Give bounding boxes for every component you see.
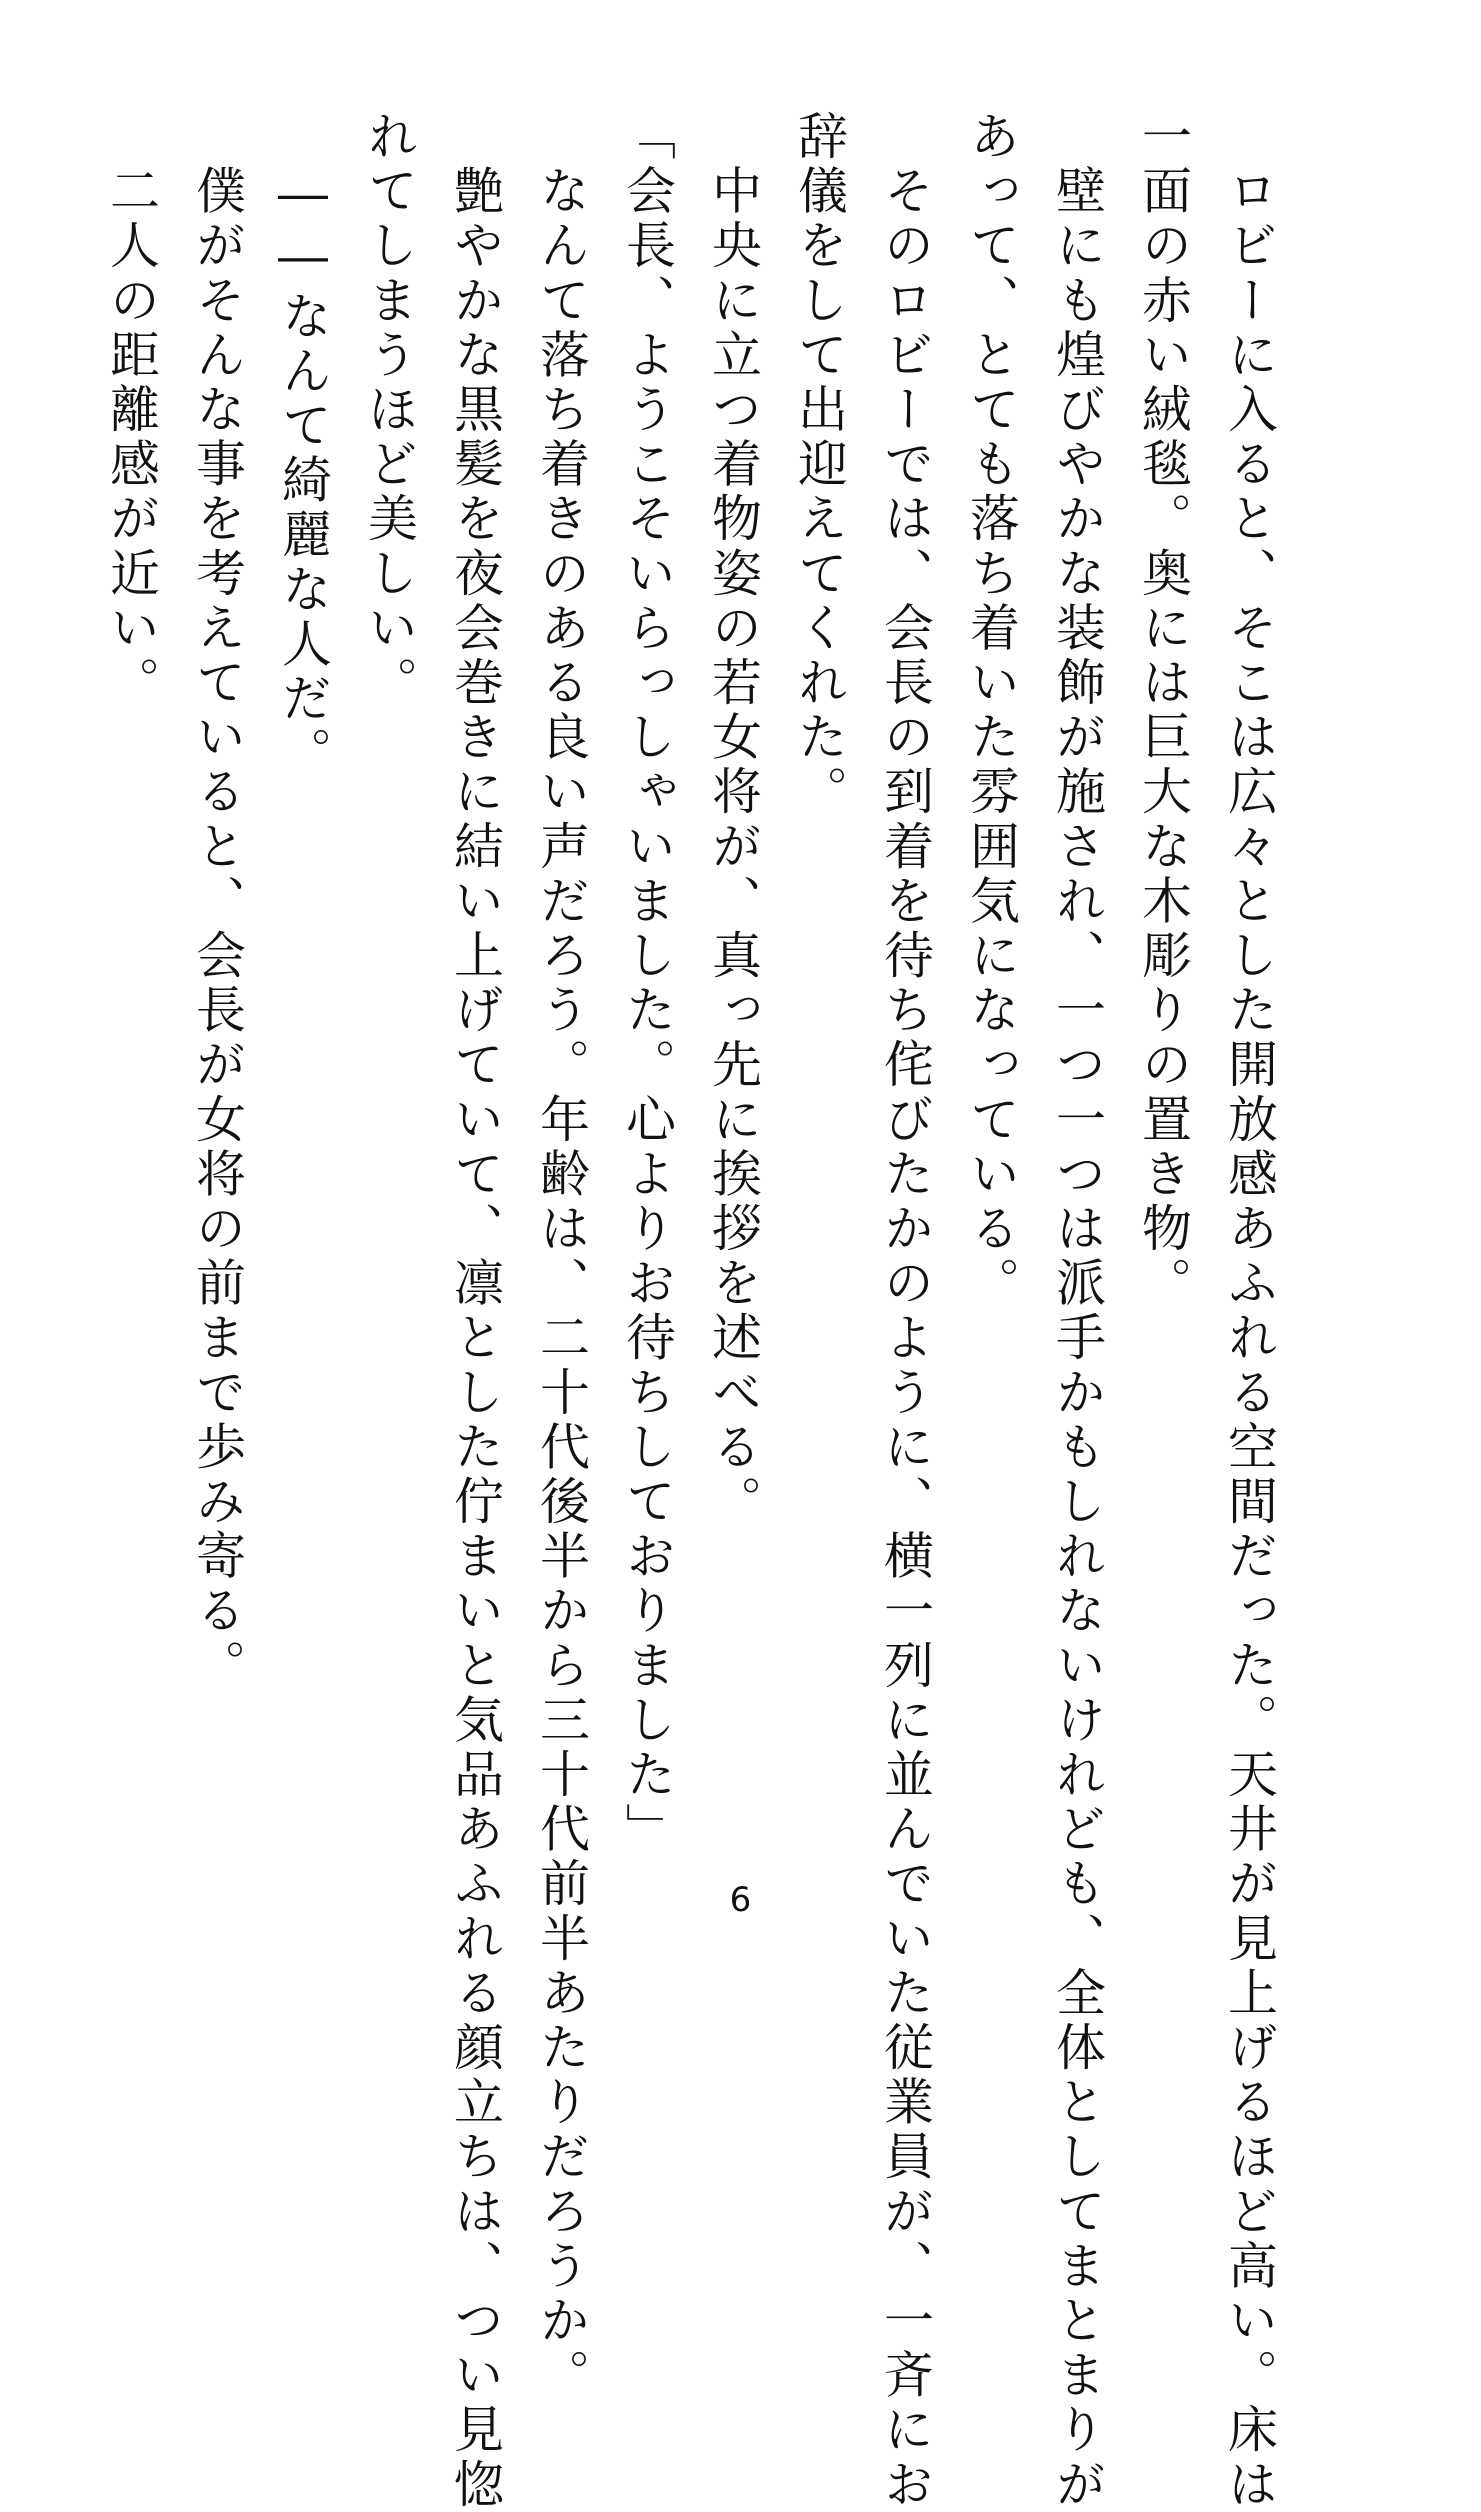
text-line: あって、とても落ち着いた雰囲気になっている。: [962, 110, 1020, 1312]
text-line: そのロビーでは、会長の到着を待ち侘びたかのように、横一列に並んでいた従業員が、一斉にお: [876, 110, 934, 2512]
vertical-text-body: [102, 110, 1281, 2512]
text-line: 中央に立つ着物姿の若女将が、真っ先に挨拶を述べる。: [704, 110, 762, 1530]
text-line: 艶やかな黒髪を夜会巻きに結い上げていて、凛とした佇まいと気品あふれる顔立ちは、つい見惚: [446, 110, 504, 2512]
text-line: なんて落ち着きのある良い声だろう。年齢は、二十代後半から三十代前半あたりだろうか。: [532, 110, 590, 2404]
text-line: 「会長、ようこそいらっしゃいました。心よりお待ちしておりました」: [618, 110, 676, 1858]
text-line: ロビーに入ると、そこは広々とした開放感あふれる空間だった。天井が見上げるほど高い。床は: [1220, 110, 1278, 2512]
text-line: 壁にも煌びやかな装飾が施され、一つ一つは派手かもしれないけれども、全体としてまとまりが: [1048, 110, 1106, 2512]
text-line: 辞儀をして出迎えてくれた。: [790, 110, 848, 820]
text-line: 二人の距離感が近い。: [102, 110, 160, 711]
text-line: 一面の赤い絨毯。奥には巨大な木彫りの置き物。: [1134, 110, 1192, 1312]
text-line: ――なんて綺麗な人だ。: [274, 110, 332, 782]
text-line: 僕がそんな事を考えていると、会長が女将の前まで歩み寄る。: [188, 110, 246, 1694]
text-line: れてしまうほど美しい。: [360, 110, 418, 711]
page-number: 6: [729, 1880, 752, 1920]
